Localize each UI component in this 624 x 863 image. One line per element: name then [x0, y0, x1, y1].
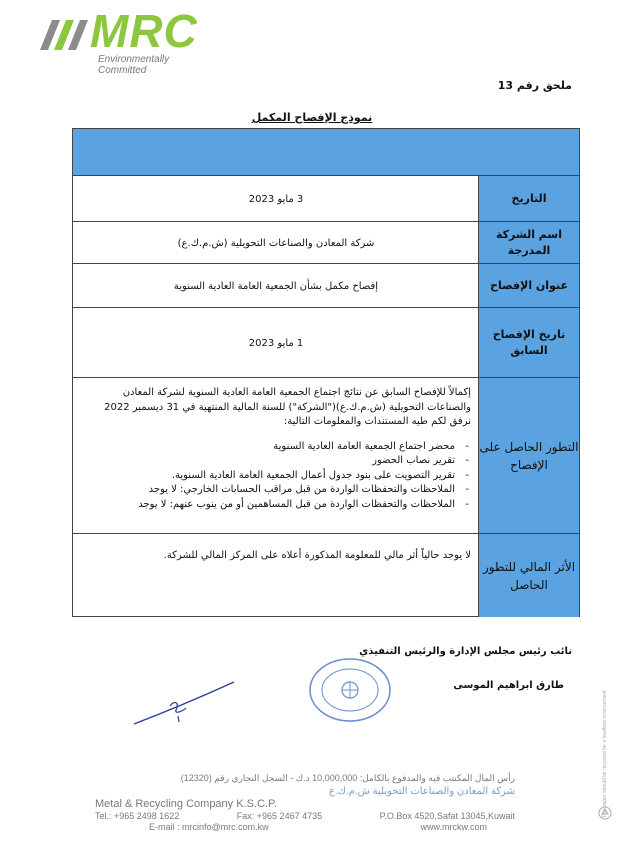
disclosure-table	[72, 128, 580, 617]
list-item: - تقرير التصويت على بنود جدول أعمال الجمعية العامة العادية السنوية.	[81, 469, 455, 484]
development-list	[81, 440, 471, 513]
logo-tagline: Environmentally Committed	[98, 54, 170, 76]
footer-contacts	[95, 811, 515, 821]
development-text	[81, 386, 471, 534]
logo-wordmark: MRC	[90, 5, 198, 57]
footer-pobox: P.O.Box 4520,Safat 13045,Kuwait	[379, 811, 515, 821]
footer-email: E-mail : mrcinfo@mrc.com.kw	[149, 822, 269, 832]
company-logo	[38, 5, 218, 76]
list-item: - الملاحظات والتحفظات الواردة من قبل مراقب الحسابات الخارجي: لا يوجد	[81, 483, 455, 498]
previous-date-value: 1 مايو 2023	[248, 337, 304, 349]
signatory-name: طارق ابراهيم الموسى	[453, 680, 564, 691]
footer-company-name-en: Metal & Recycling Company K.S.C.P.	[95, 798, 277, 810]
financial-impact-label: الأثر المالي للتطور الحاصل	[478, 534, 579, 617]
company-value: شركة المعادن والصناعات التحويلية (ش.م.ك.ع)	[177, 237, 375, 249]
list-item: - الملاحظات والتحفظات الواردة من قبل المساهمين أو من ينوب عنهم: لا يوجد	[81, 498, 455, 513]
date-label: التاريخ	[478, 176, 579, 222]
table-row-date	[73, 175, 579, 222]
document-title: نموذج الإفصاح المكمل	[251, 111, 373, 124]
date-value: 3 مايو 2023	[248, 193, 304, 205]
table-row-company	[73, 221, 579, 264]
table-header-band	[73, 129, 579, 175]
financial-impact-value: لا يوجد حالياً أثر مالي للمعلومة المذكورة أعلاه على المركز المالي للشركة.	[163, 550, 471, 561]
annex-number: ملحق رقم 13	[497, 79, 572, 92]
table-row-development	[73, 377, 579, 534]
company-stamp-icon	[306, 655, 394, 725]
table-row-previous-date	[73, 307, 579, 378]
logo-mark-icon	[38, 10, 98, 54]
table-row-subject	[73, 263, 579, 308]
previous-date-label: تاريخ الإفصاح السابق	[478, 308, 579, 378]
recycle-note-text: This paper should be recycled for a healthier environment	[602, 690, 608, 818]
letterhead-footer	[95, 773, 515, 832]
footer-website: www.mrckw.com	[420, 822, 487, 832]
list-item: - محضر اجتماع الجمعية العامة العادية السنوية	[81, 440, 455, 455]
list-item: - تقرير نصاب الحضور	[81, 454, 455, 469]
footer-web-contacts	[95, 822, 515, 832]
development-intro: إكمالاً للإفصاح السابق عن نتائج اجتماع الجمعية العامة العادية السنوية لشركة المعادن والصناعات التحويلية (ش.م.ك.ع)("الشركة") للسنة المالية المنتهية في 31 ديسمبر 2022 نرفق لكم طيه المستندات والمعلومات التالية:	[104, 387, 471, 427]
recycle-icon	[598, 806, 612, 820]
signature-icon	[130, 678, 240, 730]
signatory-title: نائب رئيس مجلس الإدارة والرئيس التنفيذي	[359, 646, 572, 657]
development-label: التطور الحاصل على الإفصاح	[478, 378, 579, 534]
footer-fax: Fax: +965 2467 4735	[236, 811, 323, 821]
footer-tel: Tel.: +965 2498 1622	[95, 811, 180, 821]
subject-label: عنوان الإفصاح	[478, 264, 579, 308]
company-label: اسم الشركة المدرجة	[478, 222, 579, 264]
table-row-financial-impact	[73, 533, 579, 617]
footer-company-name-ar: شركة المعادن والصناعات التحويلية ش.م.ك.ع	[328, 786, 515, 797]
subject-value: إفصاح مكمل بشأن الجمعية العامة العادية السنوية	[173, 280, 379, 292]
footer-capital: رأس المال المكتتب فيه والمدفوع بالكامل: 10,000,000 د.ك - السجل التجاري رقم (12320)	[180, 773, 515, 783]
